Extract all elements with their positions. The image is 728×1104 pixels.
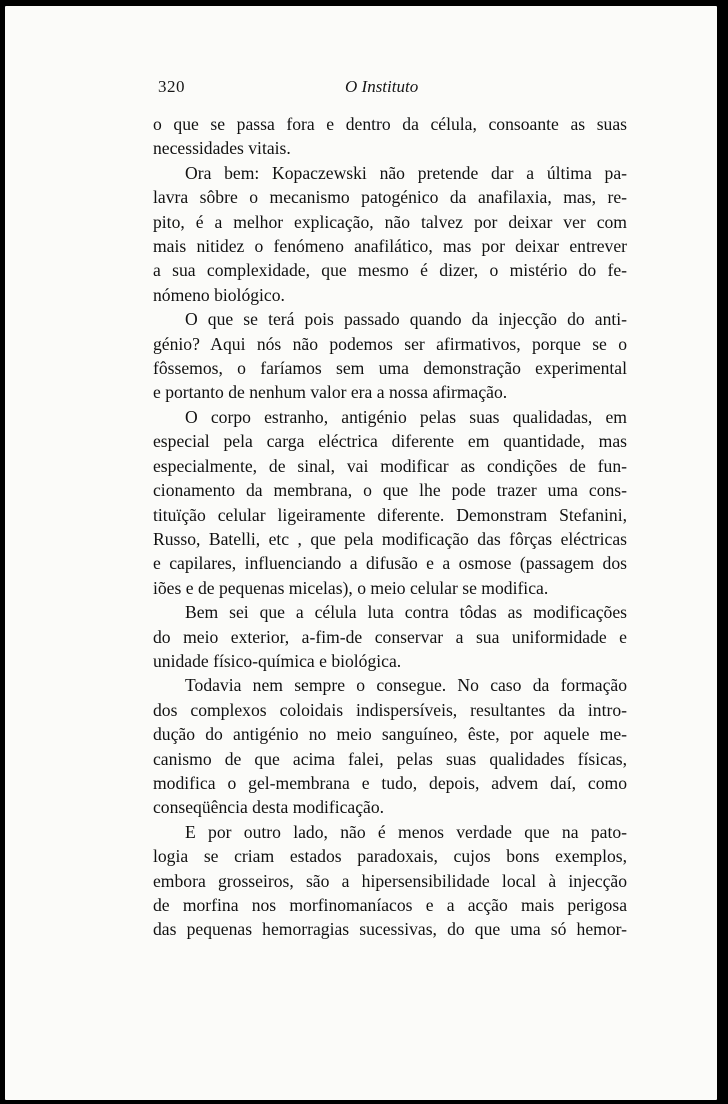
text-line: necessidades vitais.	[153, 138, 291, 159]
text-line: e capilares, influenciando a difusão e a osmose (passagem dos	[153, 553, 627, 574]
text-line: mais nitidez o fenómeno anafilático, mas por deixar entrever	[153, 236, 627, 257]
running-title: O Instituto	[345, 77, 419, 96]
text-line: do meio exterior, a-fim-de conservar a sua uniformidade e	[153, 626, 627, 647]
text-line: logia se criam estados paradoxais, cujos bons exemplos,	[153, 846, 627, 867]
text-line: modifica o gel-membrana e tudo, depois, advem daí, como	[153, 772, 627, 793]
text-line: especial pela carga eléctrica diferente em quantidade, mas	[153, 431, 627, 452]
text-line: dos complexos coloidais indispersíveis, resultantes da intro-	[153, 699, 627, 720]
text-line: de morfina nos morfinomaníacos e a acção mais perigosa	[153, 895, 627, 915]
text-line: Todavia nem sempre o consegue. No caso da formação	[185, 675, 627, 696]
text-line: iões e de pequenas micelas), o meio celular se modifica.	[153, 577, 549, 598]
text-line: tituïção celular ligeiramente diferente. Demonstram Stefanini,	[153, 504, 627, 525]
text-line: a sua complexidade, que mesmo é dizer, o mistério do fe-	[153, 260, 627, 281]
text-line: unidade físico-química e biológica.	[153, 650, 402, 671]
text-line: lavra sôbre o mecanismo patogénico da anafilaxia, mas, re-	[153, 187, 627, 208]
text-line: conseqüência desta modificação.	[153, 797, 385, 818]
text-line: O corpo estranho, antigénio pelas suas qualidadas, em	[185, 406, 627, 427]
text-line: Bem sei que a célula luta contra tôdas as modificações	[185, 602, 627, 623]
text-line: e portanto de nenhum valor era a nossa afirmação.	[153, 382, 508, 403]
text-line: fôssemos, o faríamos sem uma demonstração experimental	[153, 358, 627, 379]
text-line: cionamento da membrana, o que lhe pode trazer uma cons-	[153, 480, 627, 501]
page-number: 320	[158, 77, 185, 96]
text-line: nómeno biológico.	[153, 284, 285, 305]
text-line: das pequenas hemorragias sucessivas, do que uma só hemor-	[153, 919, 627, 940]
text-line: E por outro lado, não é menos verdade que na pato-	[185, 821, 627, 842]
page-header	[158, 74, 632, 102]
text-line: canismo de que acima falei, pelas suas qualidades físicas,	[153, 748, 627, 769]
text-line: especialmente, de sinal, vai modificar as condições de fun-	[153, 455, 627, 476]
text-line: O que se terá pois passado quando da injecção do anti-	[185, 309, 627, 330]
body-text	[153, 112, 627, 942]
text-line: o que se passa fora e dentro da célula, consoante as suas	[153, 114, 627, 134]
text-line: embora grosseiros, são a hipersensibilidade local à injecção	[153, 870, 627, 891]
text-line: dução do antigénio no meio sanguíneo, êste, por aquele me-	[153, 724, 627, 745]
text-line: pito, é a melhor explicação, não talvez por deixar ver com	[153, 211, 627, 232]
text-line: génio? Aqui nós não podemos ser afirmativos, porque se o	[153, 333, 627, 354]
text-line: Ora bem: Kopaczewski não pretende dar a última pa-	[185, 162, 627, 183]
text-line: Russo, Batelli, etc , que pela modificação das fôrças eléctricas	[153, 528, 627, 549]
